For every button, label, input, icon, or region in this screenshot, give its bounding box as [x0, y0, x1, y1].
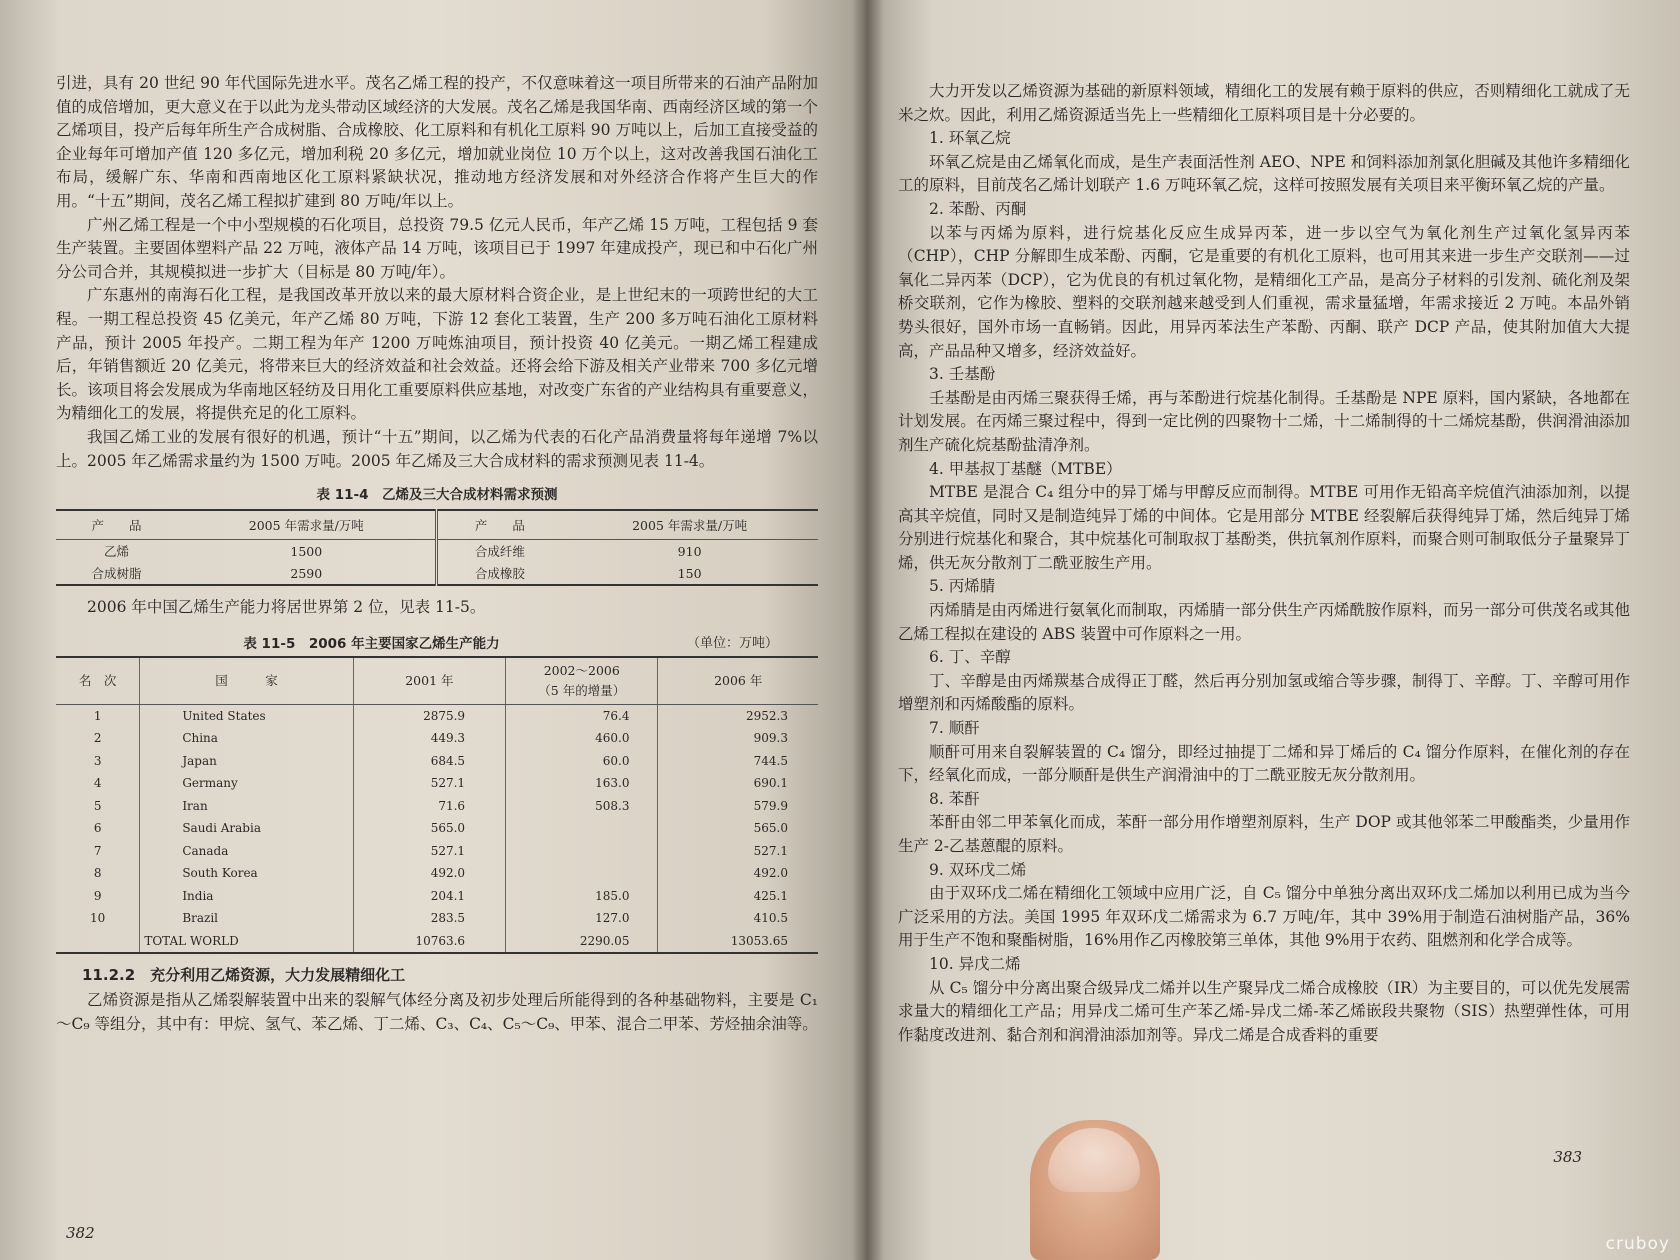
table-cell: 449.3	[353, 727, 505, 750]
table-cell: 10763.6	[353, 930, 505, 954]
paragraph: 乙烯资源是指从乙烯裂解装置中出来的裂解气体经分离及初步处理后所能得到的各种基础物料，主要是 C₁～C₉ 等组分，其中有：甲烷、氢气、苯乙烯、丁二烯、C₃、C₄、C₅～C₉、甲苯、混合二甲苯、芳烃抽余油等。	[56, 991, 818, 1033]
table-cell	[506, 862, 658, 885]
table-cell: 10	[90, 911, 106, 926]
table-cell	[506, 840, 658, 863]
table-cell: 4	[93, 776, 102, 791]
table-row	[56, 862, 818, 885]
table-row	[56, 840, 818, 863]
table-cell: 744.5	[658, 750, 818, 773]
table-cell: 2952.3	[658, 704, 818, 727]
item-body: 壬基酚是由丙烯三聚获得壬烯，再与苯酚进行烷基化制得。壬基酚是 NPE 原料，国内紧缺，各地都在计划发展。在丙烯三聚过程中，得到一定比例的四聚物十二烯，十二烯制得的十二烯烷基酚，供润滑油添加剂生产硫化烷基酚盐清净剂。	[898, 388, 1630, 454]
table-cell: TOTAL WORLD	[140, 930, 353, 954]
item-body: 丁、辛醇是由丙烯羰基合成得正丁醛，然后再分别加氢或缩合等步骤，制得丁、辛醇。丁、辛醇可用作增塑剂和丙烯酸酯的原料。	[898, 671, 1630, 714]
table-row	[56, 817, 818, 840]
table-cell: 2875.9	[353, 704, 505, 727]
table-header: 2005 年需求量/万吨	[177, 510, 437, 540]
item-body: 环氧乙烷是由乙烯氧化而成，是生产表面活性剂 AEO、NPE 和饲料添加剂氯化胆碱及其他许多精细化工的原料，目前茂名乙烯计划联产 1.6 万吨环氧乙烷，这样可按照发展有关项目来平衡环氧乙烷的产量。	[898, 152, 1630, 195]
table-title: 表 11-4 乙烯及三大合成材料需求预测	[316, 487, 558, 504]
table-cell: Brazil	[140, 907, 353, 930]
table-cell: 合成橡胶	[437, 562, 561, 585]
table-cell: 425.1	[658, 885, 818, 908]
watermark: cruboy	[1605, 1234, 1670, 1254]
page-number: 382	[66, 1224, 95, 1242]
item-body: 苯酐由邻二甲苯氧化而成，苯酐一部分用作增塑剂原料，生产 DOP 或其他邻苯二甲酸酯类，少量用作生产 2-乙基蒽醌的原料。	[898, 813, 1630, 855]
table-cell: 2290.05	[506, 930, 658, 954]
item-title: 9. 双环戊二烯	[929, 860, 1027, 879]
table-cell: Canada	[140, 840, 353, 863]
table-cell: 565.0	[658, 817, 818, 840]
paragraph: 2006 年中国乙烯生产能力将居世界第 2 位，见表 11-5。	[87, 598, 486, 617]
table-header: 国 家	[140, 657, 353, 705]
item-title: 4. 甲基叔丁基醚（MTBE）	[929, 459, 1122, 478]
table-header: 2005 年需求量/万吨	[561, 510, 818, 540]
table-row	[56, 562, 818, 585]
table-cell: 合成纤维	[437, 540, 561, 563]
table-cell: Iran	[140, 795, 353, 818]
table-row	[56, 540, 818, 563]
table-body	[56, 704, 818, 953]
table-header: 产 品	[437, 510, 561, 540]
table-cell: 527.1	[658, 840, 818, 863]
table-cell: 910	[677, 543, 702, 559]
table-row	[56, 750, 818, 773]
section-heading: 11.2.2 充分利用乙烯资源，大力发展精细化工	[82, 966, 406, 985]
paragraph: 我国乙烯工业的发展有很好的机遇，预计“十五”期间，以乙烯为代表的石化产品消费量将每年递增 7%以上。2005 年乙烯需求量约为 1500 万吨。2005 年乙烯及三大合成材料的需求预测见表 11-4。	[56, 427, 818, 470]
table-cell: 508.3	[506, 795, 658, 818]
item-body: 丙烯腈是由丙烯进行氨氧化而制取，丙烯腈一部分供生产丙烯酰胺作原料，而另一部分可供茂名或其他乙烯工程拟在建设的 ABS 装置中可作原料之一用。	[898, 601, 1630, 643]
table-header: 名 次	[56, 657, 140, 705]
table-cell: 6	[93, 821, 102, 836]
table-cell: India	[140, 885, 353, 908]
paragraph: 引进，具有 20 世纪 90 年代国际先进水平。茂名乙烯工程的投产，不仅意味着这一项目所带来的石油产品附加值的成倍增加，更大意义在于以此为龙头带动区域经济的大发展。茂名乙烯是我国华南、西南经济区域的第一个乙烯项目，投产后每年所生产合成树脂、合成橡胶、化工原料和有机化工原料 90 万吨以上，后加工直接受益的企业每年可增加产值 120 多亿元，增加利税 20 多亿元，增加就业岗位 10 万个以上，这对改善我国石油化工布局，缓解广东、华南和西南地区化工原料紧缺状况，推动地方经济发展和对外经济合作将产生巨大的作用。“十五”期间，茂名乙烯工程拟扩建到 80 万吨/年以上。	[56, 74, 818, 210]
table-header: 2006 年	[658, 657, 818, 705]
ethylene-capacity-table	[56, 656, 818, 955]
table-cell: South Korea	[140, 862, 353, 885]
table-cell: 204.1	[353, 885, 505, 908]
book-gutter	[852, 0, 884, 1260]
table-cell: 8	[93, 866, 102, 881]
table-title-row	[56, 632, 818, 652]
table-row	[56, 727, 818, 750]
table-row	[56, 795, 818, 818]
table-cell: 150	[677, 565, 702, 581]
item-body: 顺酐可用来自裂解装置的 C₄ 馏分，即经过抽提丁二烯和异丁烯后的 C₄ 馏分作原料，在催化剂的存在下，经氧化而成，一部分顺酐是供生产润滑油中的丁二酰亚胺无灰分散剂用。	[898, 742, 1630, 785]
table-row	[56, 885, 818, 908]
item-title: 2. 苯酚、丙酮	[929, 199, 1027, 218]
table-cell: 492.0	[353, 862, 505, 885]
table-cell: 565.0	[353, 817, 505, 840]
item-title: 5. 丙烯腈	[929, 577, 996, 596]
table-cell: 60.0	[506, 750, 658, 773]
item-body: MTBE 是混合 C₄ 组分中的异丁烯与甲醇反应而制得。MTBE 可用作无铅高辛烷值汽油添加剂，以提高其辛烷值，同时又是制造纯异丁烯的中间体。它是用部分 MTBE 经裂解后获得纯异丁烯，然后纯异丁烯分别进行烷基化和聚合，其中烷基化可制取叔丁基酚类，供抗氧剂作原料，而聚合则可制取低分子量聚异丁烯，供无灰分散剂丁二酰亚胺生产用。	[898, 483, 1630, 572]
right-page	[868, 0, 1680, 1260]
demand-forecast-table	[56, 509, 818, 586]
item-title: 6. 丁、辛醇	[929, 648, 1011, 667]
paragraph: 大力开发以乙烯资源为基础的新原料领域，精细化工的发展有赖于原料的供应，否则精细化工就成了无米之炊。因此，利用乙烯资源适当先上一些精细化工原料项目是十分必要的。	[898, 82, 1630, 124]
table-cell: 492.0	[658, 862, 818, 885]
table-header: 产 品	[56, 510, 177, 540]
table-cell: Germany	[140, 772, 353, 795]
item-body: 由于双环戊二烯在精细化工领域中应用广泛，自 C₅ 馏分中单独分离出双环戊二烯加以利用已成为当今广泛采用的方法。美国 1995 年双环戊二烯需求为 6.7 万吨/年，其中 39%用于制造石油树脂产品，36%用于生产不饱和聚酯树脂，16%用作乙丙橡胶第三单体，其他 9%用于农药、阻燃剂和化学合成等。	[898, 884, 1630, 950]
table-cell: 909.3	[658, 727, 818, 750]
table-row	[56, 704, 818, 727]
item-title: 1. 环氧乙烷	[929, 129, 1011, 148]
table-cell	[56, 930, 140, 954]
table-cell: Saudi Arabia	[140, 817, 353, 840]
table-unit: （单位：万吨）	[686, 636, 778, 652]
table-row	[56, 907, 818, 930]
table-cell: 684.5	[353, 750, 505, 773]
table-cell: 1	[93, 708, 102, 723]
table-title: 表 11-5 2006 年主要国家乙烯生产能力	[243, 635, 500, 652]
paragraph: 广东惠州的南海石化工程，是我国改革开放以来的最大原材料合资企业，是上世纪末的一项跨世纪的大工程。一期工程总投资 45 亿美元，年产乙烯 80 万吨，下游 12 套化工装置，生产 200 多万吨石油化工原材料产品，预计 2005 年投产。二期工程为年产 1200 万吨炼油项目，预计投资 40 亿美元。一期乙烯工程建成后，年销售额近 20 亿美元，将带来巨大的经济效益和社会效益。还将会给下游及相关产业带来 700 多亿元增长。该项目将会发展成为华南地区轻纺及日用化工重要原料供应基地，对改变广东省的产业结构具有重要意义，为精细化工的发展，将提供充足的化工原料。	[56, 286, 818, 423]
table-total-row	[56, 930, 818, 954]
item-title: 10. 异戊二烯	[929, 954, 1021, 973]
table-header-line: 2002～2006	[543, 662, 620, 678]
item-body: 从 C₅ 馏分中分离出聚合级异戊二烯并以生产聚异戊二烯合成橡胶（IR）为主要目的，可以优先发展需求量大的精细化工产品；用异戊二烯可生产苯乙烯-异戊二烯-苯乙烯嵌段共聚物（SIS）热塑弹性体，可用作黏度改进剂、黏合剂和润滑油添加剂等。异戊二烯是合成香料的重要	[898, 978, 1630, 1044]
table-cell: 76.4	[506, 704, 658, 727]
table-cell: 283.5	[353, 907, 505, 930]
table-cell: 13053.65	[658, 930, 818, 954]
item-body: 以苯与丙烯为原料，进行烷基化反应生成异丙苯，进一步以空气为氧化剂生产过氧化氢异丙苯（CHP），CHP 分解即生成苯酚、丙酮，它是重要的有机化工原料，也可用其来进一步生产交联剂——过氧化二异丙苯（DCP），它为优良的有机过氧化物，是精细化工产品，是高分子材料的引发剂、硫化剂及架桥交联剂，它作为橡胶、塑料的交联剂越来越受到人们重视，需求量猛增，年需求接近 2 万吨。本品外销势头很好，国外市场一直畅销。因此，用异丙苯法生产苯酚、丙酮、联产 DCP 产品，使其附加值大大提高，产品品种又增多，经济效益好。	[898, 223, 1630, 360]
table-cell: 185.0	[506, 885, 658, 908]
table-cell: 1500	[290, 543, 323, 559]
table-cell: 527.1	[353, 772, 505, 795]
table-cell: 460.0	[506, 727, 658, 750]
table-cell: 5	[93, 798, 102, 813]
table-cell: 3	[93, 753, 102, 768]
item-title: 3. 壬基酚	[929, 365, 996, 384]
table-row	[56, 772, 818, 795]
table-cell: 410.5	[658, 907, 818, 930]
table-cell	[506, 817, 658, 840]
table-cell: 9	[93, 888, 102, 903]
table-header: 2001 年	[353, 657, 505, 705]
table-cell: 合成树脂	[91, 566, 142, 582]
table-cell: 127.0	[506, 907, 658, 930]
table-cell: 乙烯	[104, 544, 130, 560]
table-cell: United States	[140, 704, 353, 727]
item-title: 7. 顺酐	[929, 719, 980, 738]
table-cell: Japan	[140, 750, 353, 773]
item-title: 8. 苯酐	[929, 789, 980, 808]
paragraph: 广州乙烯工程是一个中小型规模的石化项目，总投资 79.5 亿元人民币，年产乙烯 15 万吨，工程包括 9 套生产装置。主要固体塑料产品 22 万吨，液体产品 14 万吨，该项目已于 1997 年建成投产，现已和中石化广州分公司合并，其规模拟进一步扩大（目标是 80 万吨/年）。	[56, 215, 818, 281]
table-cell: 2	[93, 731, 102, 746]
table-header-line: （5 年的增量）	[538, 682, 626, 698]
item-list	[898, 127, 1630, 1047]
table-cell: 527.1	[353, 840, 505, 863]
page-number: 383	[1553, 1148, 1582, 1166]
table-cell: 7	[93, 843, 102, 858]
table-cell: 579.9	[658, 795, 818, 818]
table-cell: 2590	[290, 565, 323, 581]
table-cell: 690.1	[658, 772, 818, 795]
table-header	[506, 657, 658, 705]
table-cell: China	[140, 727, 353, 750]
table-cell: 71.6	[353, 795, 505, 818]
table-cell: 163.0	[506, 772, 658, 795]
